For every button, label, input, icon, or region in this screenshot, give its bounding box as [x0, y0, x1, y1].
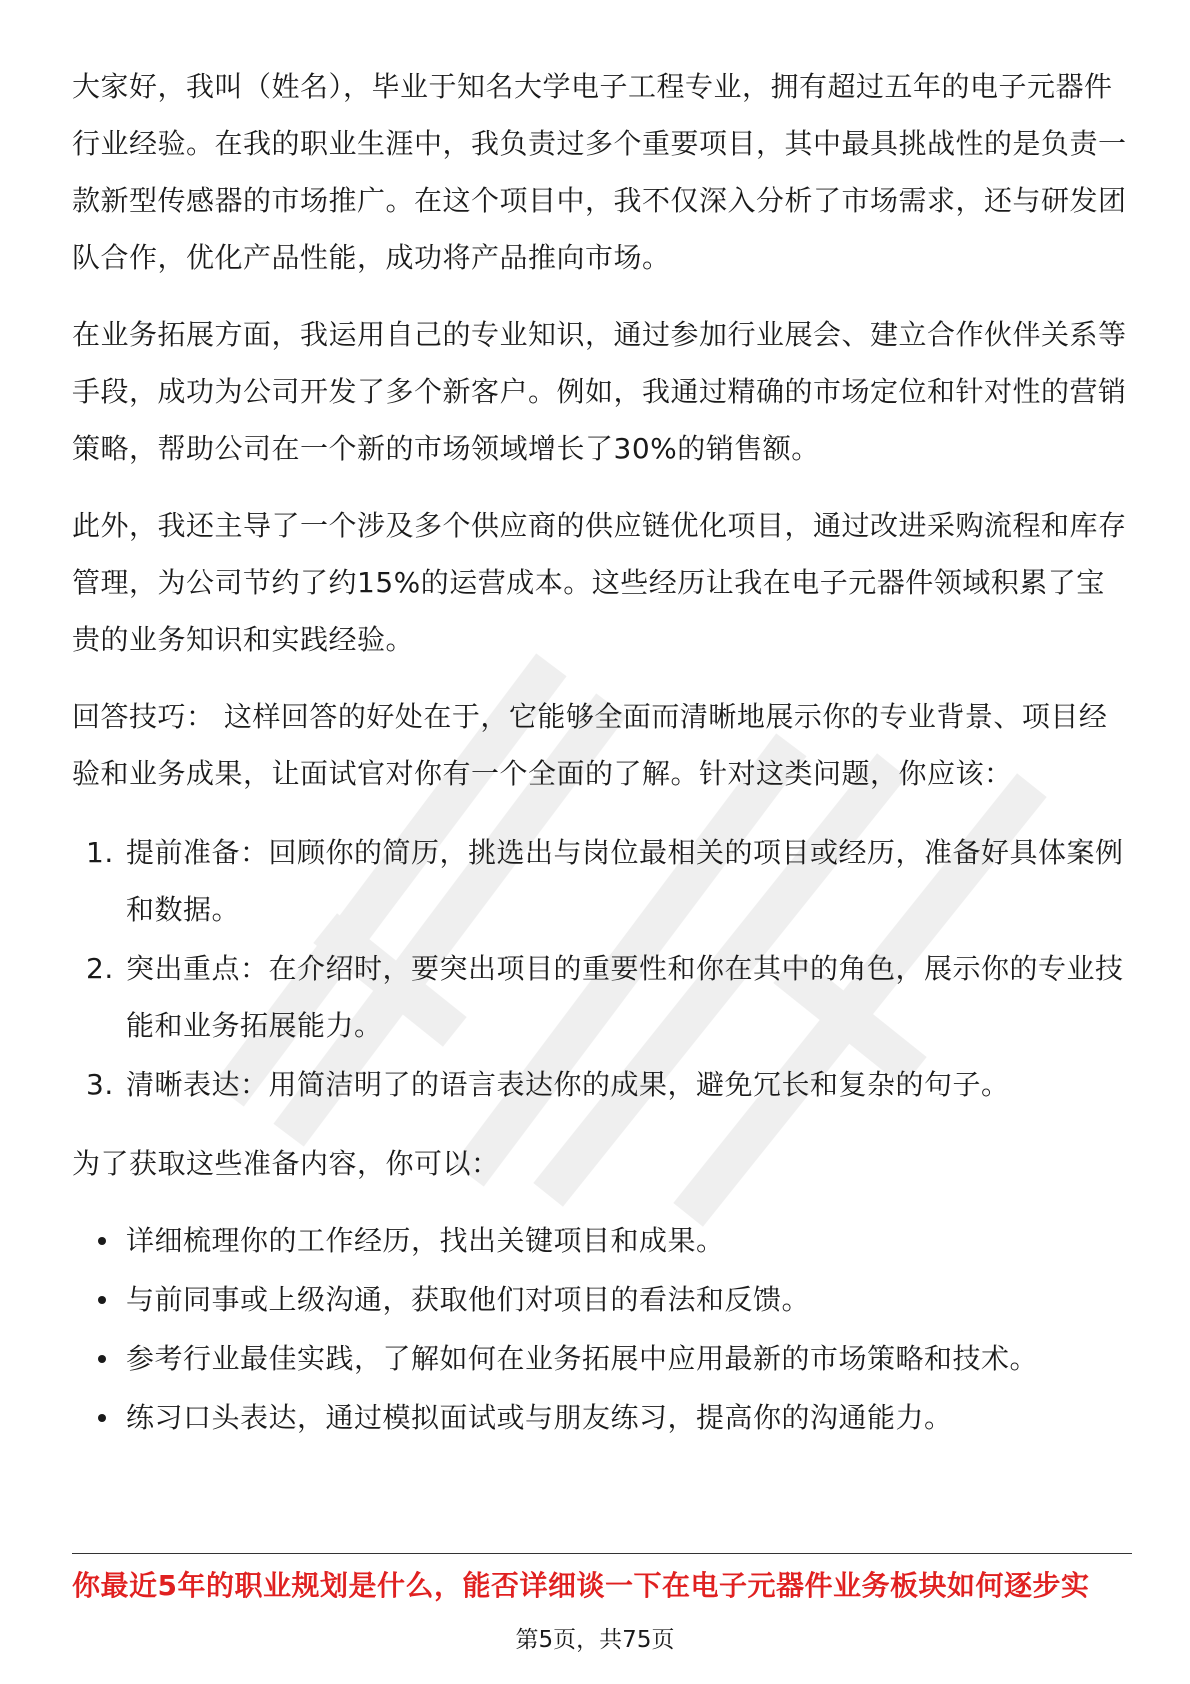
list-item-text: 提前准备：回顾你的简历，挑选出与岗位最相关的项目或经历，准备好具体案例和数据。 [126, 836, 1124, 926]
tips-intro: 回答技巧： 这样回答的好处在于，它能够全面而清晰地展示你的专业背景、项目经验和业务成果，让面试官对你有一个全面的了解。针对这类问题，你应该： [72, 700, 1108, 790]
list-item-text: 清晰表达：用简洁明了的语言表达你的成果，避免冗长和复杂的句子。 [126, 1068, 1010, 1101]
list-number: 2. [86, 952, 114, 985]
bullet-icon [98, 1296, 106, 1304]
list-number: 1. [86, 836, 114, 869]
list-item-text: 参考行业最佳实践，了解如何在业务拓展中应用最新的市场策略和技术。 [126, 1342, 1039, 1375]
list-item-text: 突出重点：在介绍时，要突出项目的重要性和你在其中的角色，展示你的专业技能和业务拓展能力。 [126, 952, 1124, 1042]
list-item [72, 1330, 1132, 1387]
list-number: 3. [86, 1068, 114, 1101]
page-number: 第5页，共75页 [515, 1627, 675, 1653]
list-item [72, 1271, 1132, 1328]
main-content [72, 58, 1132, 1448]
next-question-heading: 你最近5年的职业规划是什么，能否详细谈一下在电子元器件业务板块如何逐步实 [72, 1569, 1090, 1602]
list-item [72, 940, 1132, 1054]
answer-paragraph-3: 此外，我还主导了一个涉及多个供应商的供应链优化项目，通过改进采购流程和库存管理，为公司节约了约15%的运营成本。这些经历让我在电子元器件领域积累了宝贵的业务知识和实践经验。 [72, 509, 1127, 656]
answer-paragraph-1: 大家好，我叫（姓名），毕业于知名大学电子工程专业，拥有超过五年的电子元器件行业经验。在我的职业生涯中，我负责过多个重要项目，其中最具挑战性的是负责一款新型传感器的市场推广。在这个项目中，我不仅深入分析了市场需求，还与研发团队合作，优化产品性能，成功将产品推向市场。 [72, 70, 1127, 274]
list-item-text: 与前同事或上级沟通，获取他们对项目的看法和反馈。 [126, 1283, 811, 1316]
answer-paragraph-2: 在业务拓展方面，我运用自己的专业知识，通过参加行业展会、建立合作伙伴关系等手段，成功为公司开发了多个新客户。例如，我通过精确的市场定位和针对性的营销策略，帮助公司在一个新的市场领域增长了30%的销售额。 [72, 318, 1127, 465]
prep-intro: 为了获取这些准备内容，你可以： [72, 1147, 500, 1180]
list-item [72, 1389, 1132, 1446]
bullet-icon [98, 1237, 106, 1245]
list-item [72, 1212, 1132, 1269]
list-item [72, 824, 1132, 938]
list-item-text: 详细梳理你的工作经历，找出关键项目和成果。 [126, 1224, 725, 1257]
list-item-text: 练习口头表达，通过模拟面试或与朋友练习，提高你的沟通能力。 [126, 1401, 953, 1434]
section-divider [72, 1553, 1132, 1554]
tips-list [72, 824, 1132, 1113]
bullet-icon [98, 1414, 106, 1422]
list-item [72, 1056, 1132, 1113]
prep-list [72, 1212, 1132, 1446]
bullet-icon [98, 1355, 106, 1363]
